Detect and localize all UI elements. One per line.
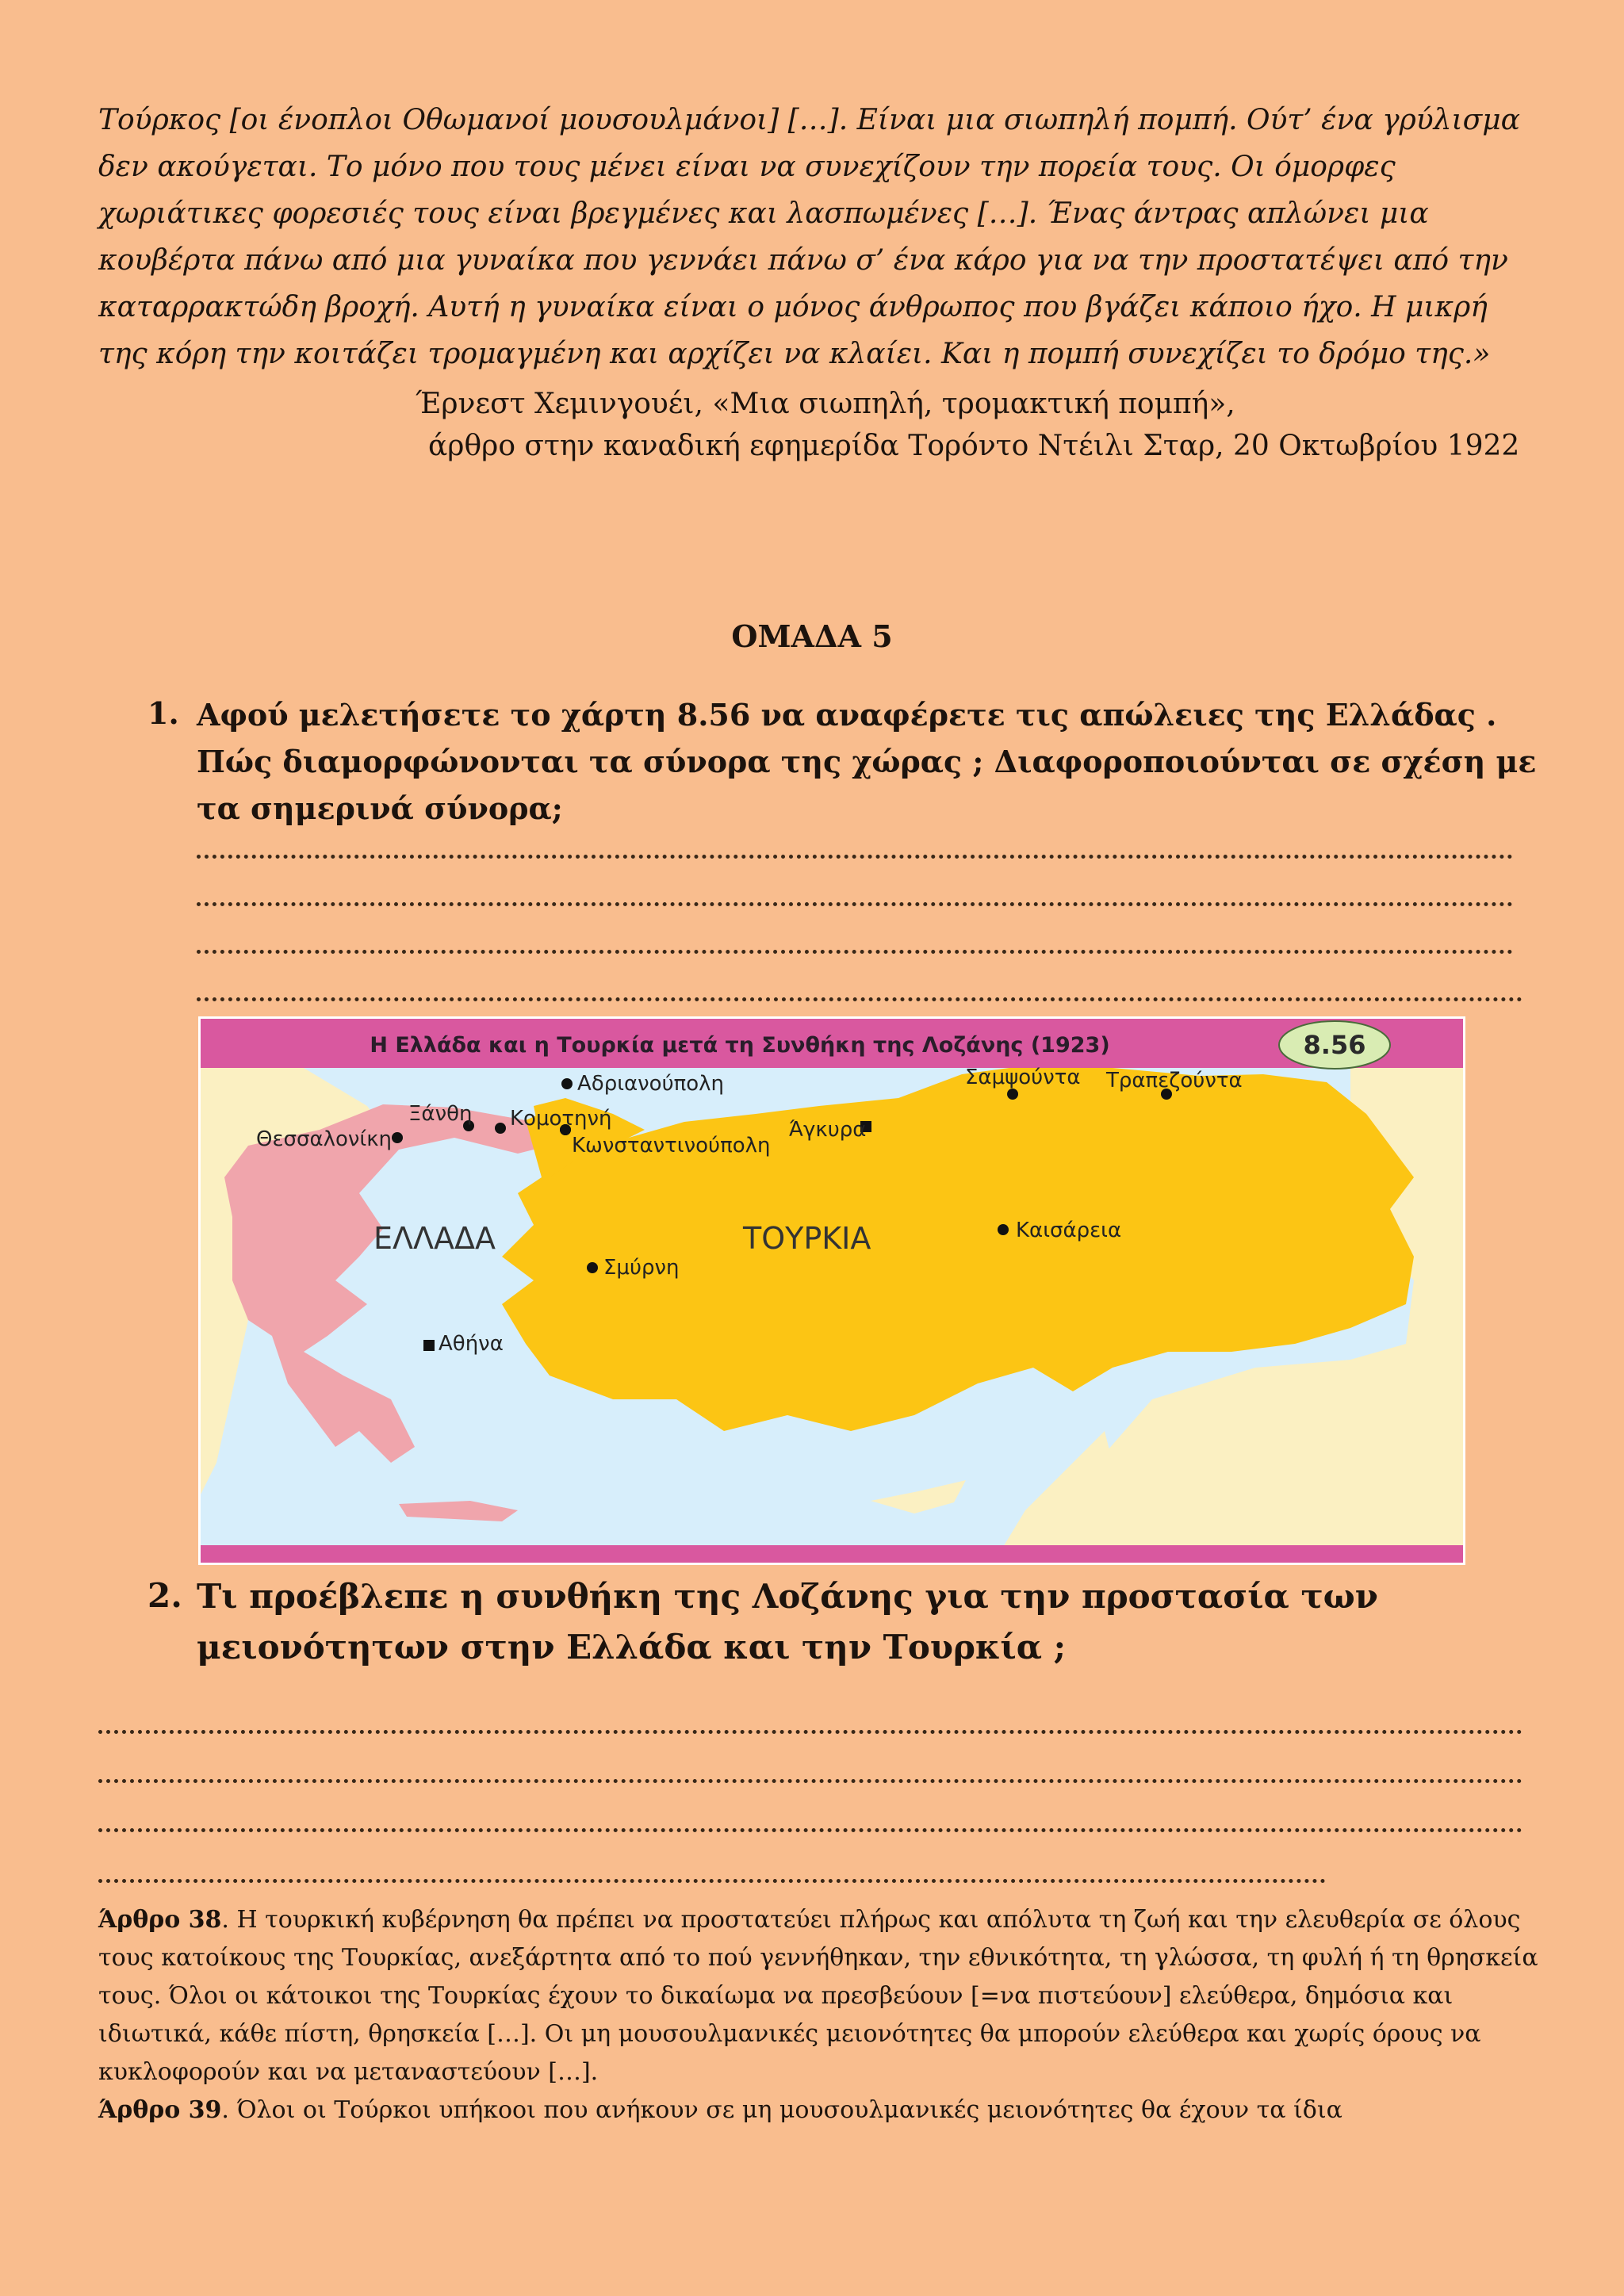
label-athens: Αθήνα [439, 1332, 504, 1356]
quote-attribution-author: Έρνεστ Χεμινγουέι, «Μια σιωπηλή, τρομακτική πομπή», [416, 388, 1235, 420]
label-trabzon: Τραπεζούντα [1106, 1069, 1243, 1093]
question-2-number: 2. [147, 1576, 182, 1615]
label-smyrna: Σμύρνη [603, 1256, 680, 1280]
thessaloniki-marker [392, 1132, 403, 1143]
quote-attribution-source: άρθρο στην καναδική εφημερίδα Τορόντο Ντέιλι Σταρ, 20 Οκτωβρίου 1922 [428, 430, 1520, 462]
label-ankara: Άγκυρα [789, 1118, 867, 1142]
label-thessaloniki: Θεσσαλονίκη [256, 1127, 393, 1151]
question-1-text: Αφού μελετήσετε το χάρτη 8.56 να αναφέρετε τις απώλειες της Ελλάδας . Πώς διαμορφώνονται τα σύνορα της χώρας ; Διαφοροποιούνται σε σχέση με τα σημερινά σύνορα; [197, 697, 1537, 826]
answer-line-1[interactable] [197, 855, 1513, 859]
smyrna-marker [587, 1262, 598, 1273]
label-komotini: Κομοτηνή [510, 1107, 612, 1131]
map-bottom-bar [201, 1545, 1463, 1563]
label-xanthi: Ξάνθη [408, 1102, 473, 1126]
komotini-marker [495, 1123, 506, 1134]
answer-line-8[interactable] [98, 1879, 1326, 1883]
athens-marker [423, 1340, 435, 1351]
answer-line-5[interactable] [98, 1730, 1522, 1734]
answer-line-3[interactable] [197, 950, 1513, 954]
map-title: Η Ελλάδα και η Τουρκία μετά τη Συνθήκη της Λοζάνης (1923) [370, 1033, 1110, 1058]
label-constantinople: Κωνσταντινούπολη [572, 1134, 771, 1158]
map-badge: 8.56 [1303, 1030, 1366, 1060]
article-38 [98, 1901, 1542, 2091]
question-1-number: 1. [147, 695, 179, 731]
samsun-marker [1007, 1089, 1018, 1100]
article-39-title: Άρθρο 39 [98, 2096, 222, 2124]
historical-map [198, 1016, 1465, 1565]
article-38-text: . Η τουρκική κυβέρνηση θα πρέπει να προστατεύει πλήρως και απόλυτα τη ζωή και την ελευθερία σε όλους τους κατοίκους της Τουρκίας, ανεξάρτητα από το πού γεννήθηκαν, την εθνικότητα, τη γλώσσα, τη φυλή ή τη θρησκεία τους. Όλοι οι κάτοικοι της Τουρκίας έχουν το δικαίωμα να πρεσβεύουν [=να πιστεύουν] ελεύθερα, δημόσια και ιδιωτικά, κάθε πίστη, θρησκεία […]. Οι μη μουσουλμανικές μειονότητες θα μπορούν ελεύθερα και χωρίς όρους να κυκλοφορούν και να μεταναστεύουν […]. [98, 1906, 1538, 2086]
label-samsun: Σαμψούντα [965, 1066, 1081, 1089]
label-kayseri: Καισάρεια [1016, 1219, 1122, 1242]
kayseri-marker [998, 1224, 1009, 1235]
answer-line-4[interactable] [197, 997, 1522, 1001]
article-39-text: . Όλοι οι Τούρκοι υπήκοοι που ανήκουν σε μη μουσουλμανικές μειονότητες θα έχουν τα ίδια [221, 2096, 1342, 2124]
adrianople-marker [561, 1078, 573, 1089]
question-2-text: Τι προέβλεπε η συνθήκη της Λοζάνης για την προστασία των μειονότητων στην Ελλάδα και την Τουρκία ; [197, 1577, 1378, 1667]
answer-line-2[interactable] [197, 902, 1513, 906]
group-heading: ΟΜΑΔΑ 5 [731, 618, 893, 654]
answer-line-6[interactable] [98, 1779, 1522, 1783]
answer-line-7[interactable] [98, 1828, 1522, 1832]
label-greece: ΕΛΛΑΔΑ [373, 1221, 496, 1256]
article-38-title: Άρθρο 38 [98, 1906, 222, 1934]
article-39 [98, 2091, 1542, 2130]
quote-text: Τούρκος [οι ένοπλοι Οθωμανοί μουσουλμάνοι] […]. Είναι μια σιωπηλή πομπή. Ούτ’ ένα γρύλισμα δεν ακούγεται. Το μόνο που τους μένει είναι να συνεχίζουν την πορεία τους. Οι όμορφες χωριάτικες φορεσιές τους είναι βρεγμένες και λασπωμένες […]. Ένας άντρας απλώνει μια κουβέρτα πάνω από μια γυναίκα που γεννάει πάνω σ’ ένα κάρο για να την προστατέψει από την καταρρακτώδη βροχή. Αυτή η γυναίκα είναι ο μόνος άνθρωπος που βγάζει κάποιο ήχο. Η μικρή της κόρη την κοιτάζει τρομαγμένη και αρχίζει να κλαίει. Και η πομπή συνεχίζει το δρόμο της.» [98, 104, 1520, 370]
label-turkey: ΤΟΥΡΚΙΑ [743, 1221, 871, 1256]
label-adrianople: Αδριανούπολη [577, 1072, 725, 1096]
